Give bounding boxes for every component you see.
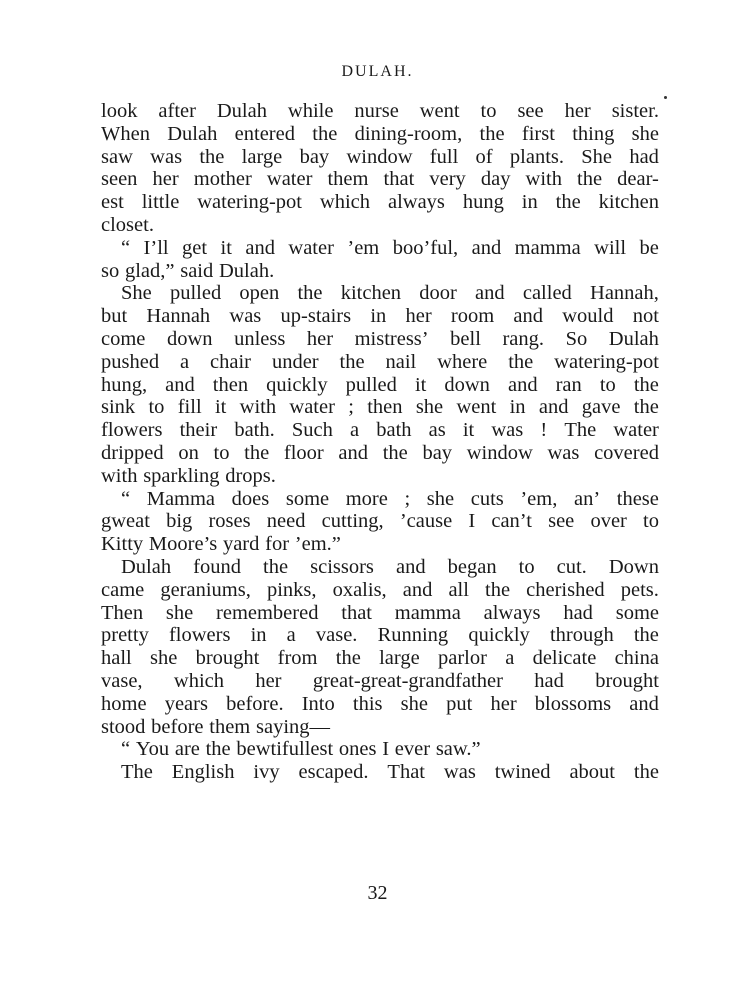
text-line: flowers their bath. Such a bath as it was ! The water: [101, 419, 659, 442]
text-line: saw was the large bay window full of plants. She had: [101, 145, 659, 168]
text-line: come down unless her mistress’ bell rang. So Dulah: [101, 327, 659, 350]
text-line: gweat big roses need cutting, ’cause I can’t see over to: [101, 510, 659, 533]
text-line: closet.: [101, 213, 154, 236]
print-speck: [664, 96, 667, 99]
text-line: She pulled open the kitchen door and called Hannah,: [121, 282, 659, 305]
body-text: [101, 100, 659, 784]
text-line: Dulah found the scissors and began to cut. Down: [121, 555, 659, 578]
text-line: The English ivy escaped. That was twined about the: [121, 761, 659, 784]
text-line: est little watering-pot which always hung in the kitchen: [101, 191, 659, 214]
text-line: hung, and then quickly pulled it down and ran to the: [101, 373, 659, 396]
text-line: came geraniums, pinks, oxalis, and all the cherished pets.: [101, 578, 659, 601]
text-line: Then she remembered that mamma always had some: [101, 601, 659, 624]
text-line: sink to fill it with water ; then she went in and gave the: [101, 396, 659, 419]
text-line: dripped on to the floor and the bay window was covered: [101, 441, 659, 464]
text-line: “ Mamma does some more ; she cuts ’em, an’ these: [121, 487, 659, 510]
text-line: with sparkling drops.: [101, 464, 276, 487]
text-line: “ You are the bewtifullest ones I ever saw.”: [121, 738, 481, 761]
text-line: seen her mother water them that very day with the dear-: [101, 168, 659, 191]
text-line: Kitty Moore’s yard for ’em.”: [101, 533, 341, 556]
text-line: pretty flowers in a vase. Running quickly through the: [101, 624, 659, 647]
text-line: look after Dulah while nurse went to see her sister.: [101, 100, 659, 122]
text-line: so glad,” said Dulah.: [101, 259, 275, 282]
running-head: DULAH.: [341, 63, 414, 80]
text-line: vase, which her great-great-grandfather had brought: [101, 669, 659, 692]
text-line: stood before them saying—: [101, 715, 331, 738]
page-number: 32: [367, 882, 388, 904]
text-line: “ I’ll get it and water ’em boo’ful, and mamma will be: [121, 236, 659, 259]
text-line: but Hannah was up-stairs in her room and would not: [101, 305, 659, 328]
text-line: When Dulah entered the dining-room, the first thing she: [101, 122, 659, 145]
text-line: home years before. Into this she put her blossoms and: [101, 692, 659, 715]
text-line: hall she brought from the large parlor a delicate china: [101, 647, 659, 670]
text-line: pushed a chair under the nail where the watering-pot: [101, 350, 659, 373]
